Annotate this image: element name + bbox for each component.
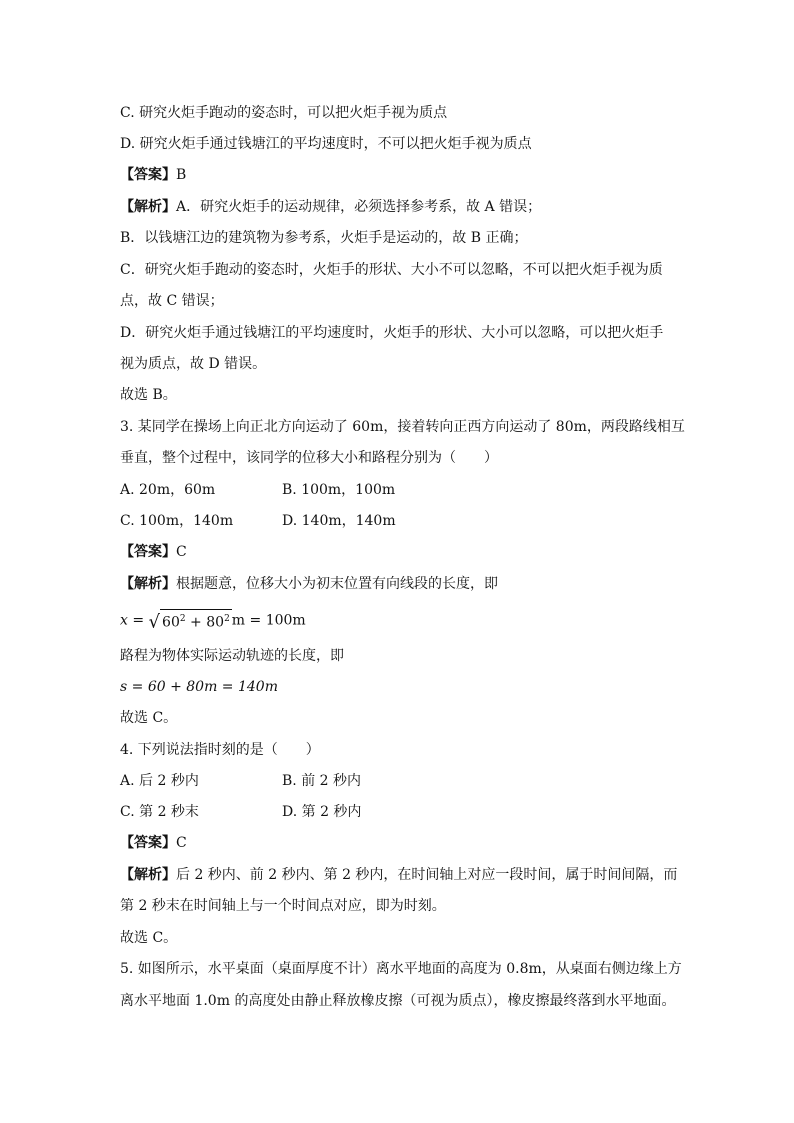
q4-conclusion: 故选 C。: [120, 930, 178, 946]
answer-tag: 【答案】: [120, 167, 176, 183]
sqrt-expression: √ $60^2 + 80^2$: [149, 609, 232, 632]
explanation-line-d1: D．研究火炬手通过钱塘江的平均速度时，火炬手的形状、大小可以忽略，可以把火炬手: [120, 325, 664, 341]
explanation-line-c2: 点，故 C 错误；: [120, 293, 224, 309]
q3-path-equation: [120, 678, 278, 696]
explanation-line-d2: 视为质点，故 D 错误。: [120, 356, 267, 372]
q3-option-a: A. 20m，60m: [120, 482, 216, 498]
q3-explanation-text: 根据题意，位移大小为初末位置有向线段的长度，即: [176, 576, 498, 592]
eq2-text: s = 60 + 80m = 140m: [120, 679, 278, 695]
q4-answer-value: C: [176, 835, 187, 851]
q4-option-d: D. 第 2 秒内: [282, 804, 362, 820]
q4-answer-line: [120, 834, 187, 852]
q3-conclusion: 故选 C。: [120, 710, 178, 726]
q4-explanation-line-2: 第 2 秒末在时间轴上与一个时间点对应，即为时刻。: [120, 898, 446, 914]
question-5-line-2: 离水平地面 1.0m 的高度处由静止释放橡皮擦（可视为质点），橡皮擦最终落到水平地面。: [120, 993, 676, 1009]
q4-option-c: C. 第 2 秒末: [120, 804, 199, 820]
explanation-line-c1: C．研究火炬手跑动的姿态时，火炬手的形状、大小不可以忽略，不可以把火炬手视为质: [120, 262, 663, 278]
q3-option-d: D. 140m，140m: [282, 513, 396, 529]
q3-option-b: B. 100m，100m: [282, 482, 396, 498]
explanation-tag: 【解析】: [120, 199, 176, 215]
answer-line: [120, 166, 186, 184]
q3-explanation-line: [120, 575, 498, 593]
question-3-line-2: 垂直，整个过程中，该同学的位移大小和路程分别为（ ）: [120, 450, 498, 466]
q3-answer-tag: 【答案】: [120, 544, 176, 560]
eq-term-a: 60: [162, 614, 180, 631]
option-d-line: D. 研究火炬手通过钱塘江的平均速度时，不可以把火炬手视为质点: [120, 136, 532, 152]
question-3-line-1: 3. 某同学在操场上向正北方向运动了 60m，接着转向正西方向运动了 80m，两段路线相互: [120, 419, 685, 435]
q3-displacement-equation: x = √ $60^2 + 80^2$ m = 100m: [120, 609, 306, 632]
conclusion-line: 故选 B。: [120, 387, 177, 403]
question-4-line-1: 4. 下列说法指时刻的是（ ）: [120, 742, 320, 758]
explanation-line-a: [120, 198, 541, 216]
q3-answer-value: C: [176, 544, 187, 560]
eq-rhs: m = 100m: [231, 612, 306, 629]
q4-option-b: B. 前 2 秒内: [282, 773, 361, 789]
eq-term-b: 80: [206, 614, 225, 631]
question-5-line-1: 5. 如图所示，水平桌面（桌面厚度不计）离水平地面的高度为 0.8m，从桌面右侧边缘上方: [120, 961, 682, 977]
q4-option-a: A. 后 2 秒内: [120, 773, 199, 789]
explanation-line-b: B．以钱塘江边的建筑物为参考系，火炬手是运动的，故 B 正确；: [120, 230, 528, 246]
q4-explanation-line-1: [120, 866, 677, 884]
answer-value: B: [176, 167, 187, 183]
q3-path-line: 路程为物体实际运动轨迹的长度，即: [120, 648, 344, 664]
q3-answer-line: [120, 543, 187, 561]
q3-explanation-tag: 【解析】: [120, 576, 176, 592]
q4-explanation-text: 后 2 秒内、前 2 秒内、第 2 秒内，在时间轴上对应一段时间，属于时间间隔，而: [176, 867, 678, 883]
q3-option-c: C. 100m，140m: [120, 513, 234, 529]
q4-explanation-tag: 【解析】: [120, 867, 176, 883]
option-c-line: C. 研究火炬手跑动的姿态时，可以把火炬手视为质点: [120, 105, 448, 121]
q4-answer-tag: 【答案】: [120, 835, 176, 851]
explanation-text: A．研究火炬手的运动规律，必须选择参考系，故 A 错误；: [176, 199, 542, 215]
eq-x-symbol: x: [120, 612, 128, 629]
